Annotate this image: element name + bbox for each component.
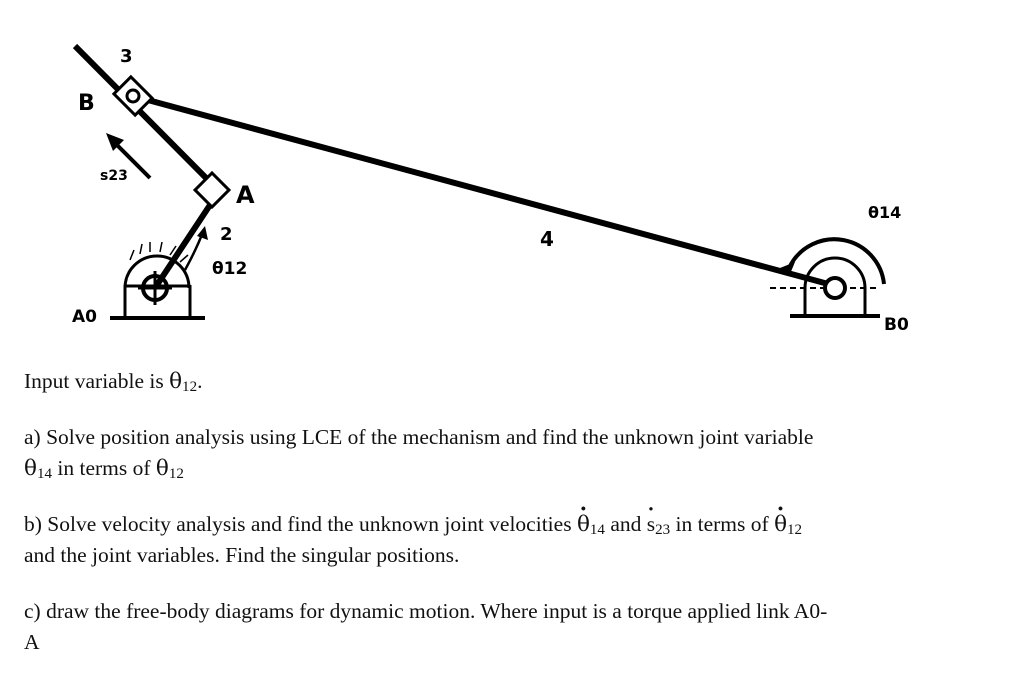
label-b: B <box>78 91 95 116</box>
label-theta14: θ14 <box>868 203 902 222</box>
question-c-line-2: A <box>24 630 40 654</box>
label-s23: s23 <box>100 168 128 184</box>
question-a-line-1: a) Solve position analysis using LCE of the mechanism and find the unknown joint variable <box>24 425 814 449</box>
label-link-3: 3 <box>120 46 133 67</box>
label-a: A <box>236 181 255 209</box>
label-b0: B0 <box>884 315 909 335</box>
input-variable-line: Input variable is $\theta_{12}$. <box>24 369 203 395</box>
question-c <box>24 596 1004 658</box>
link-2 <box>155 205 210 288</box>
joint-b <box>127 90 139 102</box>
joint-b0 <box>825 278 845 298</box>
question-a <box>24 422 1004 484</box>
slider-rod-3 <box>75 46 218 190</box>
question-b-line-2: and the joint variables. Find the singular positions. <box>24 543 460 567</box>
label-theta12: θ12 <box>212 259 248 279</box>
question-a-line-2: $\theta_{14}$ in terms of $\theta_{12}$ <box>24 456 184 482</box>
label-a0: A0 <box>72 307 97 327</box>
question-b-line-1: b) Solve velocity analysis and find the unknown joint velocities · $\theta_{14}$ and · $s_{23}$ in terms of · $\theta_{12}$ <box>24 509 1004 540</box>
question-b <box>24 509 1004 571</box>
question-c-line-1: c) draw the free-body diagrams for dynamic motion. Where input is a torque applied link A0- <box>24 599 828 623</box>
label-link-4: 4 <box>540 227 554 251</box>
slider-block-a <box>195 173 229 207</box>
label-link-2: 2 <box>220 224 233 245</box>
